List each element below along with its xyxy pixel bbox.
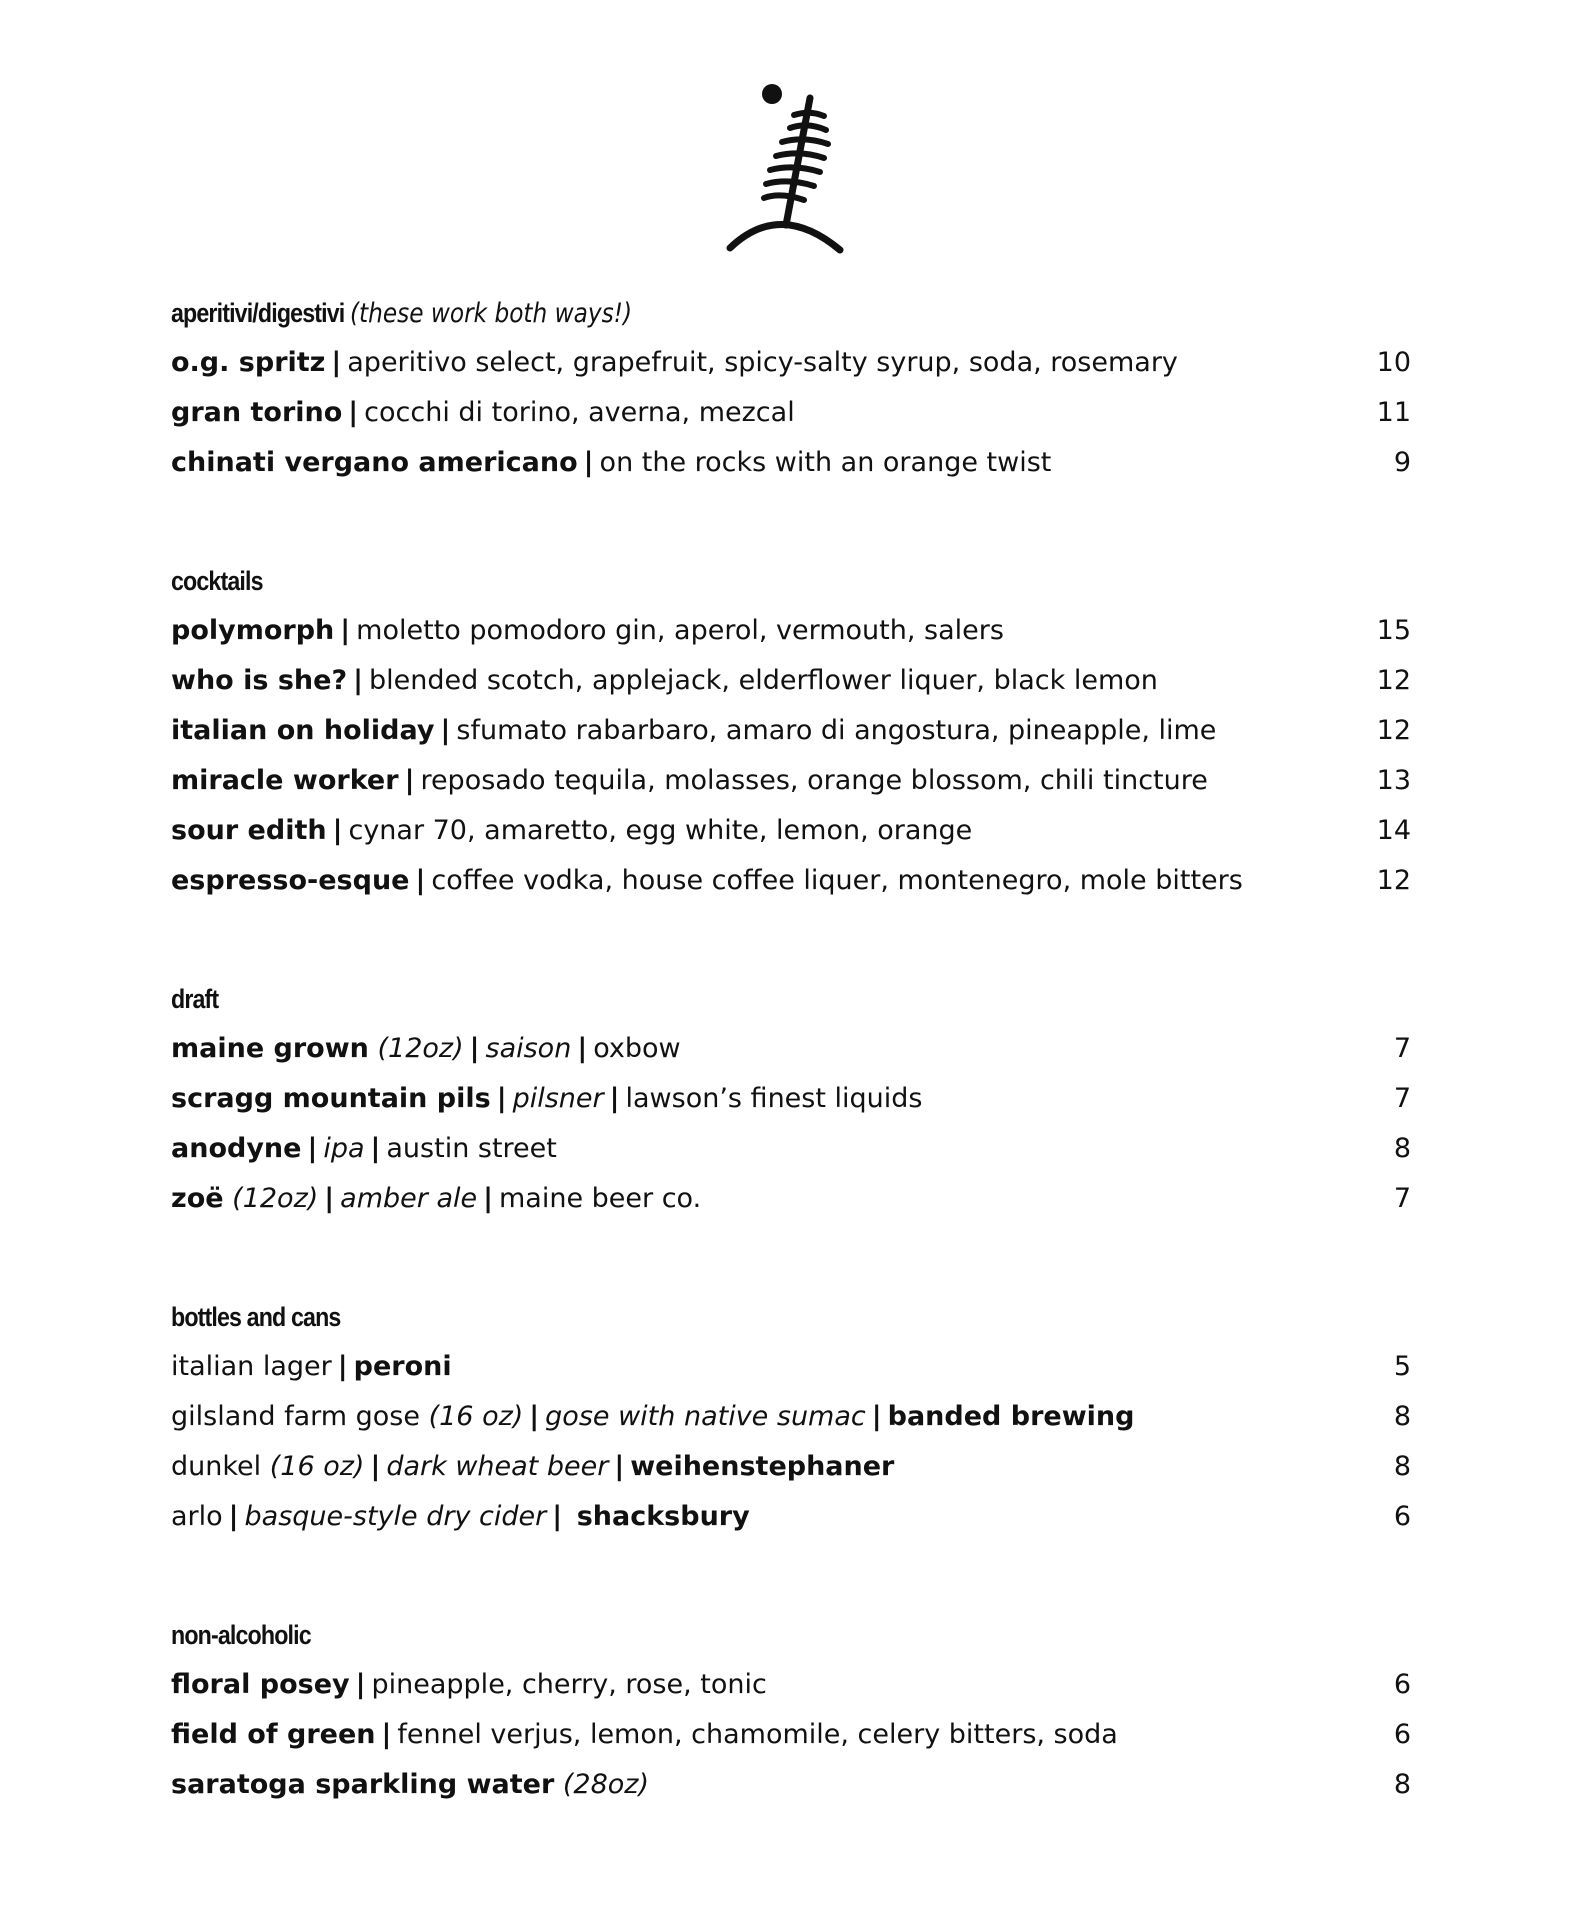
item-price: 5: [1393, 1351, 1411, 1382]
item-style: pilsner: [512, 1083, 604, 1114]
item-price: 8: [1393, 1769, 1411, 1800]
item-name: chinati vergano americano: [171, 447, 578, 478]
item-name: maine grown: [171, 1033, 369, 1064]
menu-item: arlo | basque-style dry cider | shacksbury 6: [171, 1492, 1411, 1542]
item-maker: oxbow: [593, 1033, 681, 1064]
item-name: italian on holiday: [171, 715, 435, 746]
pine-tree-logo-icon: [720, 80, 850, 255]
item-name: gilsland farm gose: [171, 1401, 420, 1432]
item-price: 7: [1393, 1033, 1411, 1064]
item-size: (12oz): [232, 1183, 319, 1214]
item-desc: moletto pomodoro gin, aperol, vermouth, salers: [356, 615, 1004, 646]
menu-item: gilsland farm gose (16 oz) | gose with native sumac | banded brewing 8: [171, 1392, 1411, 1442]
menu-item: polymorph | moletto pomodoro gin, aperol, vermouth, salers 15: [171, 606, 1411, 656]
menu-item: anodyne | ipa | austin street 8: [171, 1124, 1411, 1174]
item-desc: reposado tequila, molasses, orange blossom, chili tincture: [420, 765, 1208, 796]
section-title: draft: [171, 984, 219, 1014]
item-name: dunkel: [171, 1451, 262, 1482]
menu-item: espresso-esque | coffee vodka, house coffee liquer, montenegro, mole bitters 12: [171, 856, 1411, 906]
item-price: 14: [1376, 815, 1411, 846]
item-maker: austin street: [386, 1133, 557, 1164]
menu-item: field of green | fennel verjus, lemon, chamomile, celery bitters, soda 6: [171, 1710, 1411, 1760]
item-maker: banded brewing: [887, 1401, 1135, 1432]
menu-item: miracle worker | reposado tequila, molasses, orange blossom, chili tincture 13: [171, 756, 1411, 806]
section-title: [171, 288, 1237, 338]
item-price: 10: [1376, 347, 1411, 378]
item-maker: shacksbury: [576, 1501, 750, 1532]
item-price: 12: [1376, 865, 1411, 896]
item-size: (28oz): [562, 1769, 649, 1800]
item-desc: blended scotch, applejack, elderflower liquer, black lemon: [368, 665, 1158, 696]
item-price: 15: [1376, 615, 1411, 646]
item-style: amber ale: [340, 1183, 478, 1214]
item-name: o.g. spritz: [171, 347, 326, 378]
item-style: saison: [485, 1033, 572, 1064]
section-title: non-alcoholic: [171, 1620, 311, 1650]
menu-item: chinati vergano americano | on the rocks with an orange twist 9: [171, 438, 1411, 488]
item-price: 8: [1393, 1401, 1411, 1432]
item-price: 13: [1376, 765, 1411, 796]
item-maker: peroni: [353, 1351, 452, 1382]
item-size: (12oz): [377, 1033, 464, 1064]
item-name: who is she?: [171, 665, 348, 696]
section-note: (these work both ways!): [349, 298, 633, 329]
menu-item: scragg mountain pils | pilsner | lawson’s finest liquids 7: [171, 1074, 1411, 1124]
menu-item: o.g. spritz | aperitivo select, grapefruit, spicy-salty syrup, soda, rosemary 10: [171, 338, 1411, 388]
item-name: anodyne: [171, 1133, 302, 1164]
item-price: 6: [1393, 1669, 1411, 1700]
item-desc: aperitivo select, grapefruit, spicy-salty syrup, soda, rosemary: [347, 347, 1178, 378]
item-size: (16 oz): [428, 1401, 524, 1432]
menu-item: zoë (12oz) | amber ale | maine beer co. 7: [171, 1174, 1411, 1224]
menu-item: maine grown (12oz) | saison | oxbow 7: [171, 1024, 1411, 1074]
item-price: 12: [1376, 665, 1411, 696]
item-name: arlo: [171, 1501, 223, 1532]
item-maker: weihenstephaner: [630, 1451, 895, 1482]
menu-item: gran torino | cocchi di torino, averna, mezcal 11: [171, 388, 1411, 438]
item-price: 11: [1376, 397, 1411, 428]
item-price: 9: [1393, 447, 1411, 478]
menu-item: floral posey | pineapple, cherry, rose, tonic 6: [171, 1660, 1411, 1710]
section-non-alcoholic: [171, 1610, 1411, 1810]
item-price: 7: [1393, 1183, 1411, 1214]
item-name: scragg mountain pils: [171, 1083, 491, 1114]
item-name: saratoga sparkling water: [171, 1769, 555, 1800]
section-title-text: aperitivi/digestivi: [171, 298, 345, 328]
item-size: (16 oz): [269, 1451, 365, 1482]
menu-item: dunkel (16 oz) | dark wheat beer | weihenstephaner 8: [171, 1442, 1411, 1492]
section-title: bottles and cans: [171, 1302, 341, 1332]
item-price: 8: [1393, 1133, 1411, 1164]
item-name: espresso-esque: [171, 865, 410, 896]
menu-item: [171, 1760, 1411, 1810]
item-name: zoë: [171, 1183, 224, 1214]
section-draft: [171, 974, 1411, 1224]
item-desc: on the rocks with an orange twist: [599, 447, 1052, 478]
item-maker: maine beer co.: [499, 1183, 702, 1214]
section-aperitivi: [171, 288, 1411, 488]
item-name: miracle worker: [171, 765, 399, 796]
item-price: 6: [1393, 1501, 1411, 1532]
item-price: 7: [1393, 1083, 1411, 1114]
menu-item: who is she? | blended scotch, applejack, elderflower liquer, black lemon 12: [171, 656, 1411, 706]
section-cocktails: [171, 556, 1411, 906]
item-style: ipa: [323, 1133, 365, 1164]
item-name: sour edith: [171, 815, 327, 846]
drinks-menu: [171, 288, 1411, 1878]
item-name: field of green: [171, 1719, 376, 1750]
item-name: gran torino: [171, 397, 343, 428]
menu-item: italian lager | peroni 5: [171, 1342, 1411, 1392]
item-maker: lawson’s finest liquids: [625, 1083, 923, 1114]
item-desc: coffee vodka, house coffee liquer, montenegro, mole bitters: [431, 865, 1243, 896]
item-style: gose with native sumac: [545, 1401, 866, 1432]
menu-item: italian on holiday | sfumato rabarbaro, amaro di angostura, pineapple, lime 12: [171, 706, 1411, 756]
item-desc: cynar 70, amaretto, egg white, lemon, orange: [348, 815, 973, 846]
item-desc: cocchi di torino, averna, mezcal: [364, 397, 795, 428]
item-name: italian lager: [171, 1351, 332, 1382]
item-style: dark wheat beer: [386, 1451, 609, 1482]
menu-item: sour edith | cynar 70, amaretto, egg white, lemon, orange 14: [171, 806, 1411, 856]
item-price: 12: [1376, 715, 1411, 746]
item-style: basque-style dry cider: [244, 1501, 547, 1532]
item-price: 8: [1393, 1451, 1411, 1482]
item-desc: sfumato rabarbaro, amaro di angostura, pineapple, lime: [456, 715, 1217, 746]
section-bottles-and-cans: [171, 1292, 1411, 1542]
item-price: 6: [1393, 1719, 1411, 1750]
item-desc: fennel verjus, lemon, chamomile, celery bitters, soda: [397, 1719, 1118, 1750]
section-title: cocktails: [171, 566, 263, 596]
item-name: polymorph: [171, 615, 335, 646]
item-desc: pineapple, cherry, rose, tonic: [371, 1669, 767, 1700]
item-name: floral posey: [171, 1669, 350, 1700]
